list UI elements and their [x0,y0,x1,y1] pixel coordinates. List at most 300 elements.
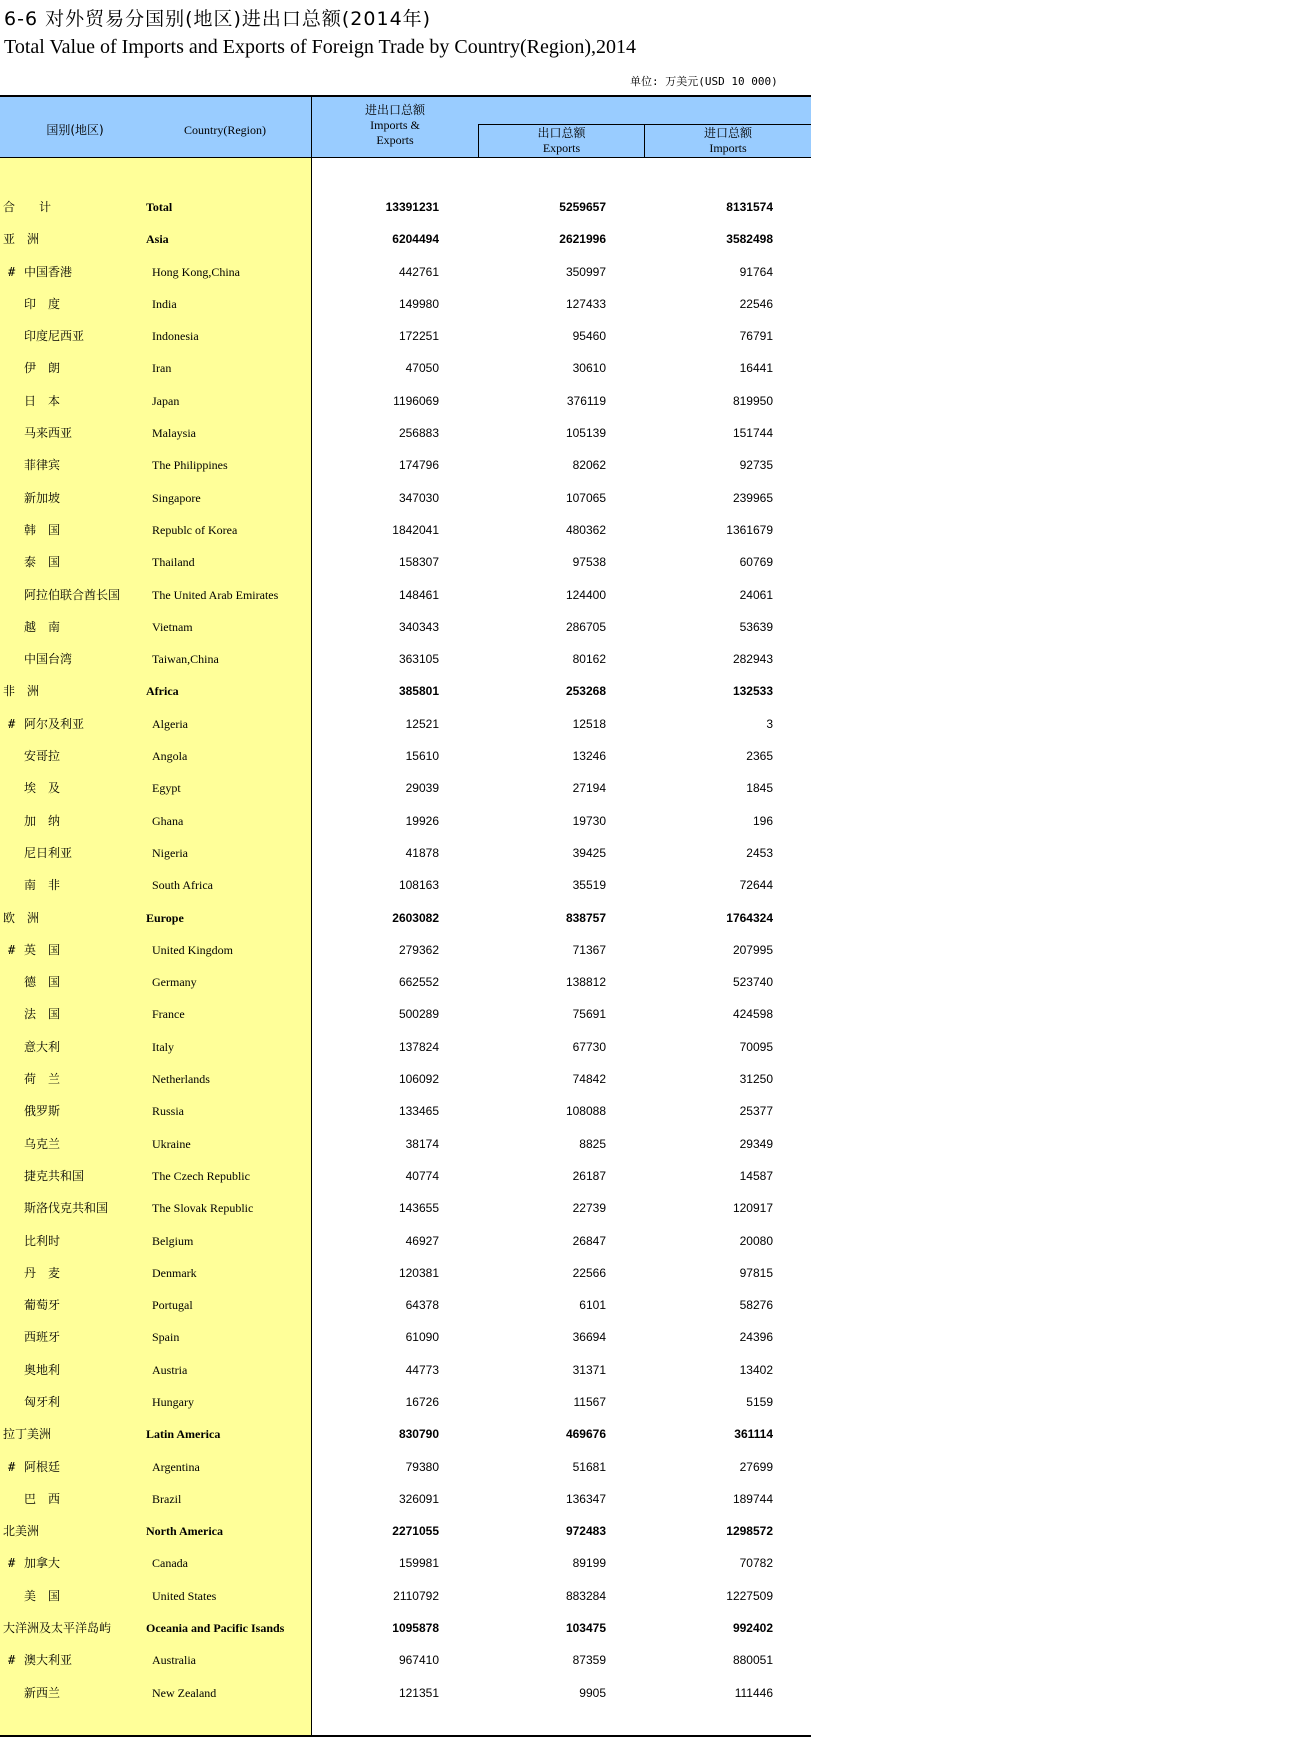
imports-value: 819950 [732,393,773,408]
exports-value: 67730 [572,1039,606,1054]
imports-value: 1298572 [726,1524,773,1539]
country-name-cn: 阿根廷 [24,1459,61,1474]
country-name-en: India [152,296,177,311]
country-name-en: South Africa [152,878,213,893]
country-name-en: Netherlands [152,1072,210,1087]
imports-value: 91764 [739,264,773,279]
table-row [0,708,811,740]
region-row [0,1515,811,1547]
total-value: 40774 [405,1168,439,1183]
exports-value: 376119 [566,393,606,408]
country-name-cn: 合 计 [3,200,52,214]
total-value: 347030 [398,490,439,505]
imports-value: 14587 [739,1168,773,1183]
imports-value: 1764324 [726,910,773,925]
country-name-en: Nigeria [152,845,188,860]
exports-value: 31371 [572,1362,606,1377]
header-imports-en: Imports [709,141,747,155]
country-name-cn: 安哥拉 [24,749,61,764]
country-name-cn: 意大利 [24,1039,61,1054]
imports-value: 29349 [739,1136,773,1151]
country-name-en: Hong Kong,China [152,264,240,279]
total-value: 133465 [398,1104,439,1119]
imports-value: 992402 [732,1621,773,1636]
table-row [0,1225,811,1257]
exports-value: 138812 [565,975,606,990]
table-row [0,1031,811,1063]
table-row [0,1160,811,1192]
table-row [0,869,811,901]
total-value: 46927 [405,1233,439,1248]
total-value: 326091 [398,1491,439,1506]
row-mark: # [8,1556,16,1571]
exports-value: 108088 [565,1104,606,1119]
header-total-en-1: Imports & [370,118,420,132]
country-name-en: Australia [152,1653,196,1668]
imports-value: 16441 [739,361,773,376]
total-value: 385801 [398,684,439,699]
country-name-cn: 新加坡 [24,490,61,505]
region-row [0,223,811,255]
header-exports [479,126,644,156]
country-name-en: Thailand [152,555,195,570]
country-name-cn: 中国香港 [24,264,73,279]
table-title-cn: 6-6 对外贸易分国别(地区)进出口总额(2014年) [4,8,432,30]
country-name-en: Argentina [152,1459,200,1474]
imports-value: 92735 [739,458,773,473]
country-name-cn: 日 本 [24,393,61,408]
exports-value: 350997 [565,264,606,279]
unit-label: 单位: 万美元(USD 10 000) [630,75,778,88]
row-mark: # [8,1459,16,1474]
row-mark: # [8,264,16,279]
table-row [0,288,811,320]
total-value: 120381 [398,1265,439,1280]
table-row [0,934,811,966]
country-name-cn: 尼日利亚 [24,845,73,860]
country-name-cn: 匈牙利 [24,1394,61,1409]
header-total-cn: 进出口总额 [364,103,425,117]
exports-value: 22566 [572,1265,606,1280]
imports-value: 5159 [746,1394,773,1409]
region-row [0,1612,811,1644]
country-name-en: North America [146,1524,223,1539]
exports-value: 75691 [572,1007,606,1022]
imports-value: 239965 [732,490,773,505]
total-value: 19926 [405,813,439,828]
exports-value: 136347 [565,1491,606,1506]
exports-value: 30610 [572,361,606,376]
country-name-en: United States [152,1588,217,1603]
imports-value: 72644 [739,878,773,893]
country-name-en: Egypt [152,781,181,796]
country-name-cn: 西班牙 [24,1330,61,1345]
table-row [0,1289,811,1321]
table-row [0,1257,811,1289]
exports-value: 838757 [565,910,606,925]
total-value: 662552 [398,975,439,990]
exports-value: 11567 [573,1394,606,1409]
imports-value: 523740 [732,975,773,990]
header-rule [0,157,811,158]
country-name-cn: 中国台湾 [24,652,73,667]
country-name-en: Angola [152,749,188,764]
country-name-cn: 亚 洲 [3,232,40,247]
imports-value: 24396 [739,1330,773,1345]
total-value: 137824 [398,1039,439,1054]
country-name-cn: 印度尼西亚 [24,329,85,344]
exports-value: 9905 [579,1685,606,1700]
exports-value: 13246 [572,749,606,764]
table-row [0,998,811,1030]
total-value: 149980 [398,296,439,311]
imports-value: 53639 [739,619,773,634]
exports-value: 12518 [572,716,606,731]
imports-value: 3 [766,716,773,731]
total-value: 38174 [405,1136,439,1151]
country-name-en: Belgium [152,1233,194,1248]
country-name-en: Denmark [152,1265,197,1280]
region-row [0,902,811,934]
exports-value: 107065 [565,490,606,505]
exports-value: 2621996 [559,232,606,247]
imports-value: 2453 [746,845,773,860]
country-name-cn: 英 国 [24,942,61,957]
country-name-en: Brazil [152,1491,182,1506]
table-row [0,546,811,578]
country-name-cn: 马来西亚 [24,426,73,441]
country-name-en: Vietnam [152,619,193,634]
row-mark: # [8,1653,16,1668]
exports-value: 883284 [565,1588,606,1603]
total-value: 121351 [398,1685,439,1700]
table-row [0,643,811,675]
header-exports-cn: 出口总额 [537,126,586,140]
country-name-en: The Philippines [152,458,228,473]
exports-value: 71367 [572,942,606,957]
imports-value: 2365 [746,749,773,764]
country-name-cn: 北美洲 [3,1524,40,1539]
country-name-en: Europe [146,910,184,925]
table-row [0,256,811,288]
total-value: 29039 [405,781,439,796]
total-value: 1842041 [392,522,439,537]
imports-value: 25377 [739,1104,773,1119]
imports-value: 70782 [739,1556,773,1571]
region-row [0,675,811,707]
total-value: 174796 [398,458,439,473]
imports-value: 132533 [732,684,773,699]
exports-value: 27194 [572,781,606,796]
table-row [0,1644,811,1676]
total-value: 108163 [398,878,439,893]
table-row [0,837,811,869]
imports-value: 27699 [739,1459,773,1474]
table-row [0,1063,811,1095]
header-imports-cn: 进口总额 [703,126,752,140]
table-row [0,740,811,772]
total-value: 442761 [398,264,439,279]
header-exports-en: Exports [542,141,581,155]
imports-value: 76791 [739,329,773,344]
country-name-cn: 法 国 [24,1007,61,1022]
country-name-en: The Slovak Republic [152,1201,254,1216]
country-name-en: Algeria [152,716,188,731]
country-name-cn: 俄罗斯 [24,1104,61,1119]
country-name-cn: 伊 朗 [24,361,61,376]
total-value: 143655 [398,1201,439,1216]
country-name-en: Austria [152,1362,188,1377]
exports-value: 87359 [572,1653,606,1668]
total-value: 967410 [398,1653,439,1668]
imports-value: 31250 [739,1072,773,1087]
imports-value: 196 [752,813,773,828]
country-name-cn: 捷克共和国 [24,1168,85,1183]
total-value: 64378 [405,1298,439,1313]
country-name-cn: 奥地利 [24,1362,61,1377]
table-row [0,514,811,546]
table-row [0,1483,811,1515]
imports-value: 282943 [732,652,773,667]
total-value: 79380 [405,1459,439,1474]
total-value: 256883 [398,426,439,441]
country-name-cn: 欧 洲 [3,910,40,925]
total-value: 41878 [405,845,439,860]
imports-value: 97815 [739,1265,773,1280]
total-value: 148461 [398,587,439,602]
table-row [0,1547,811,1579]
table-row [0,482,811,514]
imports-value: 1227509 [726,1588,773,1603]
total-value: 1196069 [393,393,439,408]
exports-value: 480362 [565,522,606,537]
exports-value: 89199 [572,1556,606,1571]
country-name-en: Japan [152,393,180,408]
country-name-en: United Kingdom [152,942,233,957]
country-name-cn: 拉丁美洲 [3,1427,52,1442]
country-name-cn: 加 纳 [24,813,61,828]
total-value: 12521 [405,716,439,731]
country-name-cn: 加拿大 [24,1556,61,1571]
table-row [0,1321,811,1353]
country-name-en: Iran [152,361,172,376]
imports-value: 120917 [732,1201,773,1216]
country-name-en: Malaysia [152,426,196,441]
country-name-cn: 乌克兰 [24,1136,61,1151]
exports-value: 80162 [572,652,606,667]
table-row [0,966,811,998]
imports-value: 424598 [732,1007,773,1022]
imports-value: 151744 [732,426,773,441]
exports-value: 8825 [579,1136,606,1151]
exports-value: 22739 [572,1201,606,1216]
bottom-rule [0,1735,811,1737]
total-value: 340343 [398,619,439,634]
country-name-cn: 越 南 [24,619,61,634]
region-row [0,191,811,223]
country-name-en: Ukraine [152,1136,191,1151]
country-name-cn: 印 度 [24,296,61,311]
total-value: 15610 [405,749,439,764]
country-name-cn: 阿拉伯联合酋长国 [24,587,121,602]
table-row [0,1386,811,1418]
imports-value: 24061 [739,587,773,602]
table-body [0,191,811,1709]
exports-value: 36694 [572,1330,606,1345]
table-row [0,417,811,449]
total-value: 2603082 [392,910,439,925]
country-name-en: Latin America [146,1427,221,1442]
exports-value: 97538 [572,555,606,570]
row-mark: # [8,716,16,731]
country-name-cn: 荷 兰 [24,1072,61,1087]
country-name-cn: 阿尔及利亚 [24,716,85,731]
country-name-en: Africa [146,684,179,699]
country-name-en: Portugal [152,1298,193,1313]
exports-value: 972483 [565,1524,606,1539]
country-name-en: The United Arab Emirates [152,587,279,602]
imports-value: 3582498 [726,232,773,247]
country-name-en: Taiwan,China [152,652,219,667]
country-name-cn: 葡萄牙 [24,1298,61,1313]
header-total [312,103,478,148]
imports-value: 13402 [739,1362,773,1377]
header-imports [645,126,811,156]
imports-value: 70095 [739,1039,773,1054]
table-row [0,1192,811,1224]
total-value: 2271055 [392,1524,439,1539]
table-row [0,352,811,384]
country-name-en: Russia [152,1104,185,1119]
table-row [0,449,811,481]
total-value: 16726 [405,1394,439,1409]
country-name-en: Singapore [152,490,201,505]
country-name-cn: 美 国 [24,1588,61,1603]
country-name-cn: 大洋洲及太平洋岛屿 [3,1621,112,1636]
country-name-en: New Zealand [152,1685,217,1700]
total-value: 2110792 [393,1588,439,1603]
exports-value: 95460 [572,329,606,344]
table-row [0,1451,811,1483]
country-name-cn: 泰 国 [24,555,61,570]
exports-value: 26187 [572,1168,606,1183]
total-value: 13391231 [385,200,439,214]
imports-value: 189744 [732,1491,773,1506]
country-name-cn: 韩 国 [24,522,61,537]
country-name-cn: 丹 麦 [24,1265,61,1280]
country-name-en: Germany [152,975,197,990]
country-name-en: Republc of Korea [152,522,238,537]
imports-value: 8131574 [726,200,773,214]
total-value: 500289 [398,1007,439,1022]
table-row [0,611,811,643]
total-value: 6204494 [392,232,439,247]
exports-value: 469676 [565,1427,606,1442]
exports-value: 6101 [579,1298,606,1313]
country-name-cn: 比利时 [24,1233,61,1248]
header-country-en: Country(Region) [184,123,266,137]
table-row [0,772,811,804]
country-name-cn: 南 非 [24,878,61,893]
exports-value: 127433 [565,296,606,311]
exports-value: 19730 [572,813,606,828]
table-row [0,1095,811,1127]
total-value: 44773 [405,1362,439,1377]
imports-value: 880051 [732,1653,773,1668]
exports-value: 51681 [572,1459,606,1474]
country-name-en: The Czech Republic [152,1168,250,1183]
total-value: 158307 [398,555,439,570]
table-row [0,1580,811,1612]
exports-value: 26847 [572,1233,606,1248]
exports-value: 39425 [572,845,606,860]
total-value: 830790 [398,1427,439,1442]
imports-value: 111446 [734,1685,773,1700]
total-value: 159981 [398,1556,439,1571]
exports-value: 105139 [565,426,606,441]
table-row [0,320,811,352]
imports-value: 20080 [739,1233,773,1248]
country-name-en: Oceania and Pacific Isands [146,1621,285,1636]
exports-value: 286705 [565,619,606,634]
imports-value: 60769 [739,555,773,570]
country-name-en: Indonesia [152,329,199,344]
country-name-cn: 澳大利亚 [24,1653,73,1668]
imports-value: 1845 [746,781,773,796]
total-value: 363105 [398,652,439,667]
country-name-cn: 新西兰 [24,1685,61,1700]
exports-value: 5259657 [559,200,606,214]
total-value: 47050 [405,361,439,376]
table-row [0,579,811,611]
exports-value: 253268 [565,684,606,699]
country-name-cn: 斯洛伐克共和国 [24,1201,109,1216]
exports-value: 82062 [572,458,606,473]
country-name-en: Asia [146,232,169,247]
imports-value: 1361679 [726,522,773,537]
country-name-en: Spain [152,1330,180,1345]
imports-value: 58276 [739,1298,773,1313]
imports-value: 207995 [732,942,773,957]
table-row [0,1128,811,1160]
country-name-cn: 德 国 [24,975,61,990]
country-name-en: France [152,1007,185,1022]
table-row [0,1354,811,1386]
region-row [0,1418,811,1450]
country-name-cn: 非 洲 [3,684,40,699]
table-row [0,1677,811,1709]
row-mark: # [8,942,16,957]
country-name-en: Hungary [152,1394,194,1409]
exports-value: 124400 [565,587,606,602]
country-name-cn: 菲律宾 [24,458,61,473]
table-title-en: Total Value of Imports and Exports of Foreign Trade by Country(Region),2014 [4,36,637,58]
country-name-en: Ghana [152,813,184,828]
total-value: 172251 [398,329,439,344]
exports-value: 35519 [572,878,606,893]
country-name-cn: 巴 西 [24,1491,61,1506]
total-value: 279362 [398,942,439,957]
country-name-en: Total [146,200,173,214]
table-row [0,385,811,417]
exports-value: 103475 [565,1621,606,1636]
header-country-cn: 国别(地区) [46,123,104,137]
total-value: 61090 [405,1330,439,1345]
header-total-en-2: Exports [376,133,414,147]
country-name-en: Canada [152,1556,188,1571]
total-value: 106092 [398,1072,439,1087]
imports-value: 22546 [739,296,773,311]
